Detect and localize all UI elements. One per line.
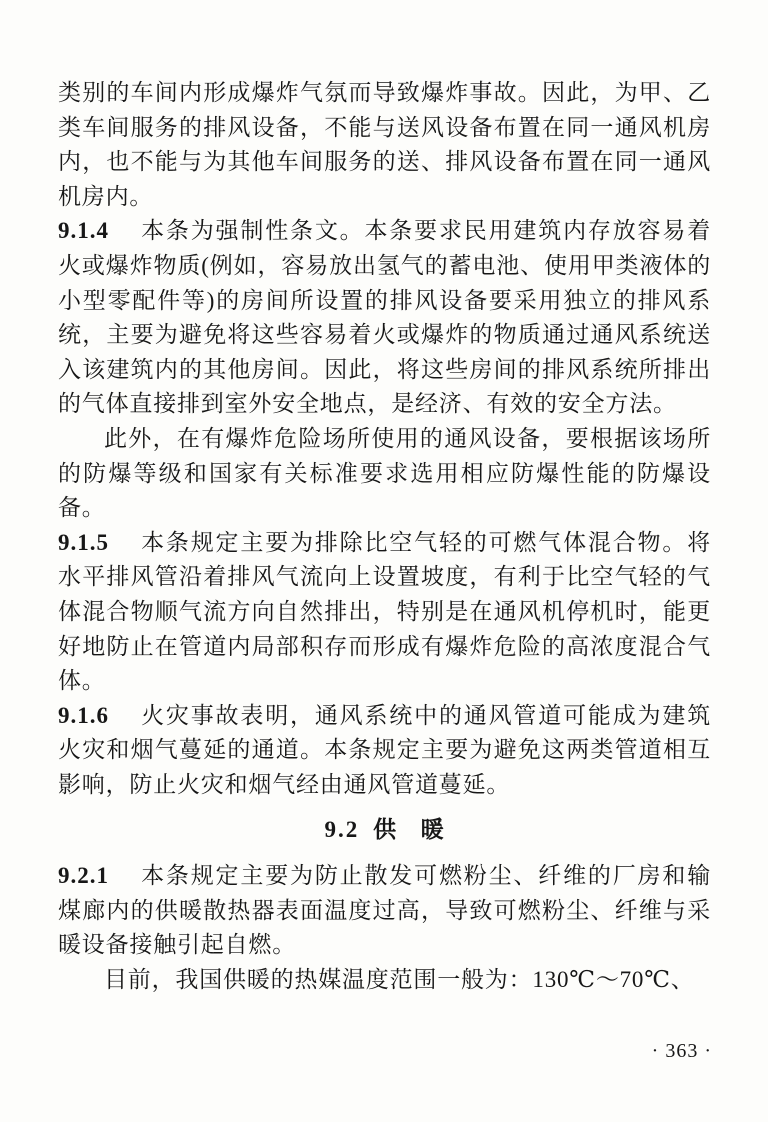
section-number: 9.1.4 <box>58 218 109 244</box>
paragraph-text: 此外，在有爆炸危险场所使用的通风设备，要根据该场所的防爆等级和国家有关标准要求选用相应防爆性能的防爆设备。 <box>58 425 711 521</box>
para-9-2-1 <box>58 859 711 963</box>
section-number: 9.1.5 <box>58 529 109 555</box>
paragraph-text: 火灾事故表明，通风系统中的通风管道可能成为建筑火灾和烟气蔓延的通道。本条规定主要为避免这两类管道相互影响，防止火灾和烟气经由通风管道蔓延。 <box>58 702 711 797</box>
paragraph-text: 目前，我国供暖的热媒温度范围一般为：130℃～70℃、 <box>104 966 695 992</box>
para-9-1-5 <box>58 526 711 699</box>
para-muqian <box>58 963 711 998</box>
heading-title: 供 暖 <box>373 817 445 843</box>
heading-number: 9.2 <box>324 817 360 843</box>
page-number: · 363 · <box>651 1040 712 1062</box>
paragraph-text: 本条规定主要为排除比空气轻的可燃气体混合物。将水平排风管沿着排风气流向上设置坡度，有利于比空气轻的气体混合物顺气流方向自然排出，特别是在通风机停机时，能更好地防止在管道内局部积存而形成有爆炸危险的高浓度混合气体。 <box>58 529 711 694</box>
para-9-1-6 <box>58 699 711 803</box>
paragraph-text: 类别的车间内形成爆炸气氛而导致爆炸事故。因此，为甲、乙类车间服务的排风设备，不能与送风设备布置在同一通风机房内，也不能与为其他车间服务的送、排风设备布置在同一通风机房内。 <box>58 80 711 209</box>
paragraph-text: 本条规定主要为防止散发可燃粉尘、纤维的厂房和输煤廊内的供暖散热器表面温度过高，导致可燃粉尘、纤维与采暖设备接触引起自燃。 <box>58 863 711 958</box>
para-continuation <box>58 76 711 214</box>
section-heading-9-2 <box>58 813 711 848</box>
para-9-1-4 <box>58 214 711 422</box>
paragraph-text: 本条为强制性条文。本条要求民用建筑内存放容易着火或爆炸物质(例如，容易放出氢气的蓄电池、使用甲类液体的小型零配件等)的房间所设置的排风设备要采用独立的排风系统，主要为避免将这些容易着火或爆炸的物质通过通风系统送入该建筑内的其他房间。因此，将这些房间的排风系统所排出的气体直接排到室外安全地点，是经济、有效的安全方法。 <box>58 218 711 417</box>
section-number: 9.1.6 <box>58 702 109 728</box>
section-number: 9.2.1 <box>58 863 109 889</box>
para-ciwai <box>58 422 711 526</box>
